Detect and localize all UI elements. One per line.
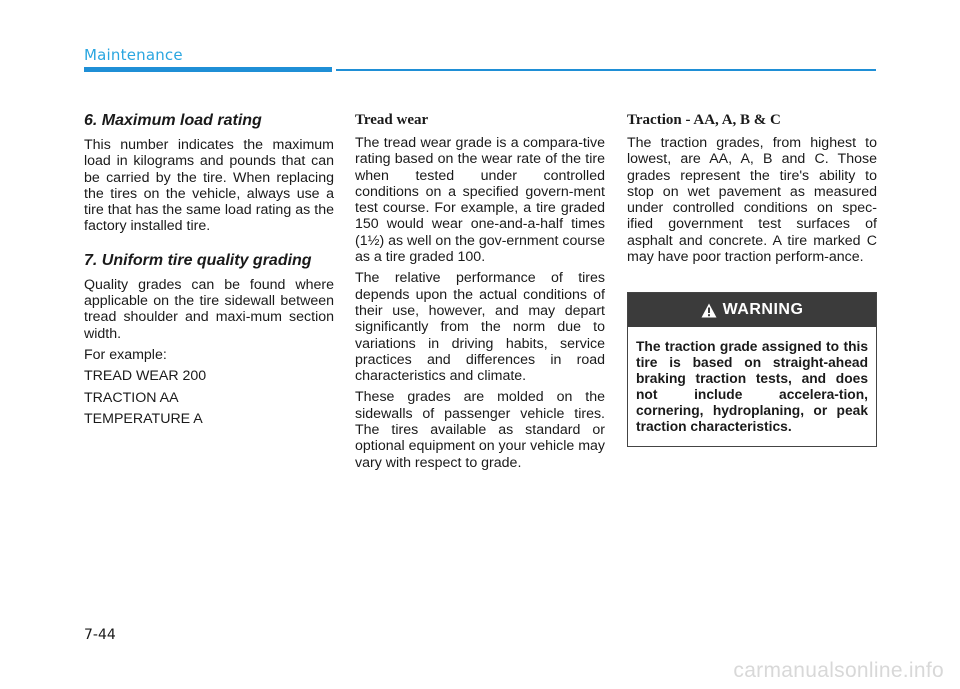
paragraph-tread-wear-2: The relative performance of tires depends upon the actual conditions of their use, however, and may depart significantly from the norm due to variations in driving habits, service practices and differences in road characteristics and climate. — [355, 270, 605, 385]
example-line: TEMPERATURE A — [84, 410, 203, 427]
paragraph-tread-wear-3: These grades are molded on the sidewalls of passenger vehicle tires. The tires available as standard or optional equipment on your vehicle may vary with respect to grade. — [355, 389, 606, 471]
paragraph-traction: The traction grades, from highest to lowest, are AA, A, B and C. Those grades represent the tire's ability to stop on wet pavement as measured under controlled conditions on spec-ified government test surfaces of asphalt and concrete. A tire marked C may have poor traction perform-ance. — [627, 135, 877, 266]
warning-box — [627, 292, 877, 447]
paragraph-quality-grading: Quality grades can be found where applicable on the tire sidewall between tread shoulder and maxi-mum section width. — [84, 276, 334, 342]
column-right — [627, 112, 877, 270]
header-rule-thin — [336, 69, 876, 71]
column-middle — [355, 112, 605, 476]
heading-max-load: 6. Maximum load rating — [84, 112, 262, 129]
example-intro: For example: — [84, 346, 167, 363]
watermark: carmanualsonline.info — [733, 659, 944, 682]
warning-title: WARNING — [722, 301, 804, 318]
warning-header — [628, 293, 876, 327]
heading-traction: Traction - AA, A, B & C — [627, 112, 781, 128]
column-left — [84, 112, 334, 432]
example-line: TRACTION AA — [84, 389, 179, 406]
header-rule-thick — [84, 67, 332, 72]
warning-text: The traction grade assigned to this tire is based on straight-ahead braking traction tests, and does not include accelera-tion, cornering, hydroplaning, or peak traction characteristics. — [636, 339, 868, 434]
heading-quality-grading: 7. Uniform tire quality grading — [84, 251, 312, 269]
paragraph-tread-wear-1: The tread wear grade is a compara-tive rating based on the wear rate of the tire when tested under controlled conditions on a specified govern-ment test course. For example, a tire graded 150 would wear one-and-a-half times (1½) as well on the gov-ernment course as a tire graded 100. — [355, 135, 605, 266]
example-line: TREAD WEAR 200 — [84, 368, 207, 385]
section-title: Maintenance — [84, 46, 183, 64]
warning-triangle-icon — [701, 303, 717, 318]
paragraph-max-load: This number indicates the maximum load in kilograms and pounds that can be carried by the tire. When replacing the tires on the vehicle, always use a tire that has the same load rating as the factory installed tire. — [84, 137, 334, 235]
page-number: 7-44 — [84, 627, 116, 643]
heading-tread-wear: Tread wear — [355, 112, 429, 128]
